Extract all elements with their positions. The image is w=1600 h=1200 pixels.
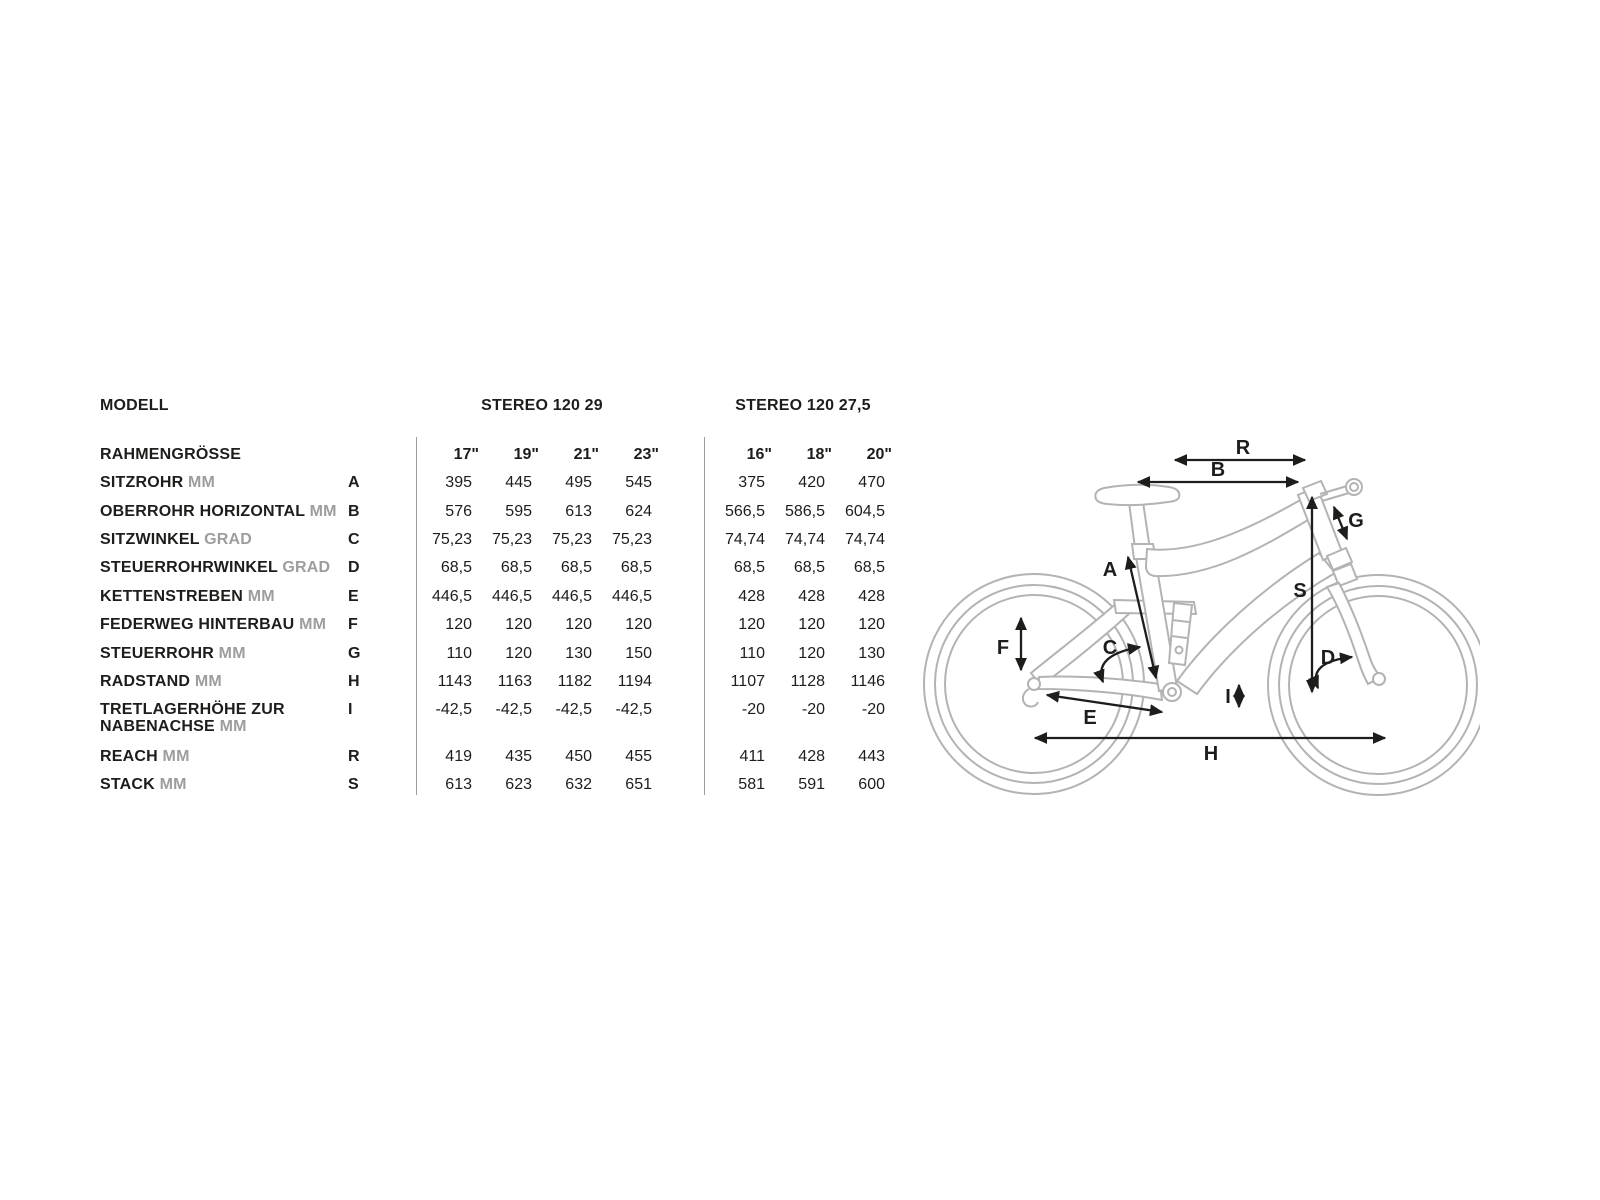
value-cell: 600 xyxy=(858,776,885,794)
size-header: 23" xyxy=(633,445,659,463)
table-row xyxy=(100,554,885,582)
table-row xyxy=(100,771,885,799)
rear-dropout xyxy=(1028,678,1040,690)
row-label: KETTENSTREBEN MM xyxy=(100,587,275,605)
bike-frame xyxy=(1023,479,1385,706)
size-header: 20" xyxy=(866,445,892,463)
label-stack: S xyxy=(1293,580,1307,602)
row-letter: B xyxy=(348,502,360,520)
label-head-angle: D xyxy=(1320,647,1336,669)
value-cell: 445 xyxy=(505,474,532,492)
value-cell: 75,23 xyxy=(611,530,652,548)
grip xyxy=(1346,479,1362,495)
value-cell: 428 xyxy=(858,587,885,605)
value-cell: 613 xyxy=(565,502,592,520)
stem xyxy=(1303,481,1327,501)
value-cell: 595 xyxy=(505,502,532,520)
label-rear-travel: F xyxy=(996,637,1010,659)
row-label: SITZROHR MM xyxy=(100,474,216,492)
row-letter: R xyxy=(348,747,360,765)
row-letter: G xyxy=(348,644,361,662)
value-cell: 130 xyxy=(565,644,592,662)
value-cell: 130 xyxy=(858,644,885,662)
top-tube xyxy=(1146,498,1313,576)
value-cell: 1128 xyxy=(790,672,825,690)
table-row xyxy=(100,743,885,771)
value-cell: 446,5 xyxy=(431,587,472,605)
value-cell: 581 xyxy=(738,776,765,794)
row-letter: D xyxy=(348,559,360,577)
value-cell: 120 xyxy=(858,616,885,634)
label-head-tube: G xyxy=(1348,510,1364,532)
bottom-bracket xyxy=(1163,683,1181,701)
value-cell: -42,5 xyxy=(555,701,592,719)
value-cell: 1194 xyxy=(617,672,652,690)
value-cell: 591 xyxy=(798,776,825,794)
value-cell: 375 xyxy=(738,474,765,492)
value-cell: 1107 xyxy=(730,672,765,690)
value-cell: 443 xyxy=(858,747,885,765)
value-cell: 428 xyxy=(798,747,825,765)
front-dropout xyxy=(1373,673,1385,685)
value-cell: -20 xyxy=(801,701,825,719)
row-label: FEDERWEG HINTERBAU MM xyxy=(100,616,327,634)
value-cell: 446,5 xyxy=(551,587,592,605)
derailleur xyxy=(1023,689,1038,706)
label-reach: R xyxy=(1235,437,1251,459)
row-label: SITZWINKEL GRAD xyxy=(100,530,253,548)
value-cell: -42,5 xyxy=(615,701,652,719)
label-wheelbase: H xyxy=(1203,743,1219,765)
row-letter: I xyxy=(348,701,353,719)
value-cell: 420 xyxy=(798,474,825,492)
value-cell: 120 xyxy=(565,616,592,634)
size-row-label: RAHMENGRÖSSE xyxy=(100,445,242,463)
value-cell: 632 xyxy=(565,776,592,794)
value-cell: 68,5 xyxy=(853,559,885,577)
model-name-stereo-120-275: STEREO 120 27,5 xyxy=(735,397,871,414)
value-cell: 120 xyxy=(505,644,532,662)
value-cell: 68,5 xyxy=(793,559,825,577)
table-row xyxy=(100,668,885,696)
value-cell: 450 xyxy=(565,747,592,765)
shock xyxy=(1169,603,1192,665)
size-header: 16" xyxy=(746,445,772,463)
value-cell: 651 xyxy=(625,776,652,794)
value-cell: 624 xyxy=(625,502,652,520)
table-row xyxy=(100,583,885,611)
value-cell: 613 xyxy=(445,776,472,794)
value-cell: 120 xyxy=(445,616,472,634)
label-bb-drop: I xyxy=(1225,686,1231,708)
value-cell: 566,5 xyxy=(724,502,765,520)
table-row xyxy=(100,611,885,639)
value-cell: 545 xyxy=(625,474,652,492)
value-cell: 68,5 xyxy=(560,559,592,577)
row-letter: F xyxy=(348,616,358,634)
geometry-table xyxy=(100,440,892,799)
value-cell: 110 xyxy=(739,644,765,662)
value-cell: 75,23 xyxy=(431,530,472,548)
row-label: STEUERROHRWINKEL GRAD xyxy=(100,559,331,577)
value-cell: 120 xyxy=(738,616,765,634)
size-header-row xyxy=(100,440,892,469)
column-gap xyxy=(652,696,705,701)
table-row xyxy=(100,696,885,742)
size-header: 19" xyxy=(513,445,539,463)
value-cell: -20 xyxy=(861,701,885,719)
row-letter: E xyxy=(348,587,359,605)
value-cell: 68,5 xyxy=(620,559,652,577)
value-cell: 576 xyxy=(445,502,472,520)
value-cell: 74,74 xyxy=(724,530,765,548)
value-cell: 75,23 xyxy=(491,530,532,548)
value-cell: 1143 xyxy=(437,672,472,690)
front-wheel xyxy=(1268,575,1480,795)
saddle xyxy=(1095,485,1179,505)
row-label: STEUERROHR MM xyxy=(100,644,246,662)
label-seat-tube: A xyxy=(1102,559,1118,581)
model-name-stereo-120-29: STEREO 120 29 xyxy=(481,397,603,414)
value-cell: 120 xyxy=(798,644,825,662)
value-cell: 110 xyxy=(446,644,472,662)
value-cell: 150 xyxy=(625,644,652,662)
value-cell: 446,5 xyxy=(611,587,652,605)
value-cell: 455 xyxy=(625,747,652,765)
size-header: 18" xyxy=(806,445,832,463)
row-letter: A xyxy=(348,474,360,492)
value-cell: 604,5 xyxy=(844,502,885,520)
row-label: OBERROHR HORIZONTAL MM xyxy=(100,502,337,520)
row-letter: S xyxy=(348,776,359,794)
value-cell: 623 xyxy=(505,776,532,794)
row-label: REACH MM xyxy=(100,747,190,765)
value-cell: -20 xyxy=(741,701,765,719)
row-label: RADSTAND MM xyxy=(100,672,222,690)
value-cell: 1163 xyxy=(497,672,532,690)
value-cell: 75,23 xyxy=(551,530,592,548)
value-cell: 74,74 xyxy=(844,530,885,548)
value-cell: 435 xyxy=(505,747,532,765)
value-cell: -42,5 xyxy=(435,701,472,719)
value-cell: 68,5 xyxy=(733,559,765,577)
value-cell: 586,5 xyxy=(784,502,825,520)
value-cell: 68,5 xyxy=(440,559,472,577)
value-cell: 68,5 xyxy=(500,559,532,577)
value-cell: 395 xyxy=(445,474,472,492)
bike-geometry-diagram xyxy=(900,415,1480,815)
table-row xyxy=(100,469,885,497)
row-letter: H xyxy=(348,672,360,690)
label-top-tube: B xyxy=(1210,459,1226,481)
table-row xyxy=(100,639,885,667)
row-label: STACK MM xyxy=(100,776,187,794)
size-header: 17" xyxy=(453,445,479,463)
value-cell: 428 xyxy=(738,587,765,605)
value-cell: 470 xyxy=(858,474,885,492)
value-cell: 495 xyxy=(565,474,592,492)
value-cell: 120 xyxy=(625,616,652,634)
value-cell: 428 xyxy=(798,587,825,605)
value-cell: 1182 xyxy=(557,672,592,690)
size-header: 21" xyxy=(573,445,599,463)
model-column-title: MODELL xyxy=(100,397,169,414)
value-cell: -42,5 xyxy=(495,701,532,719)
value-cell: 120 xyxy=(505,616,532,634)
value-cell: 446,5 xyxy=(491,587,532,605)
row-letter: C xyxy=(348,530,360,548)
label-seat-angle: C xyxy=(1102,637,1118,659)
value-cell: 419 xyxy=(445,747,472,765)
value-cell: 411 xyxy=(739,747,765,765)
value-cell: 74,74 xyxy=(784,530,825,548)
value-cell: 120 xyxy=(798,616,825,634)
label-chainstay: E xyxy=(1083,707,1097,729)
row-label: TRETLAGERHÖHE ZUR NABENACHSE MM xyxy=(100,701,285,736)
table-row xyxy=(100,526,885,554)
value-cell: 1146 xyxy=(850,672,885,690)
table-row xyxy=(100,497,885,525)
